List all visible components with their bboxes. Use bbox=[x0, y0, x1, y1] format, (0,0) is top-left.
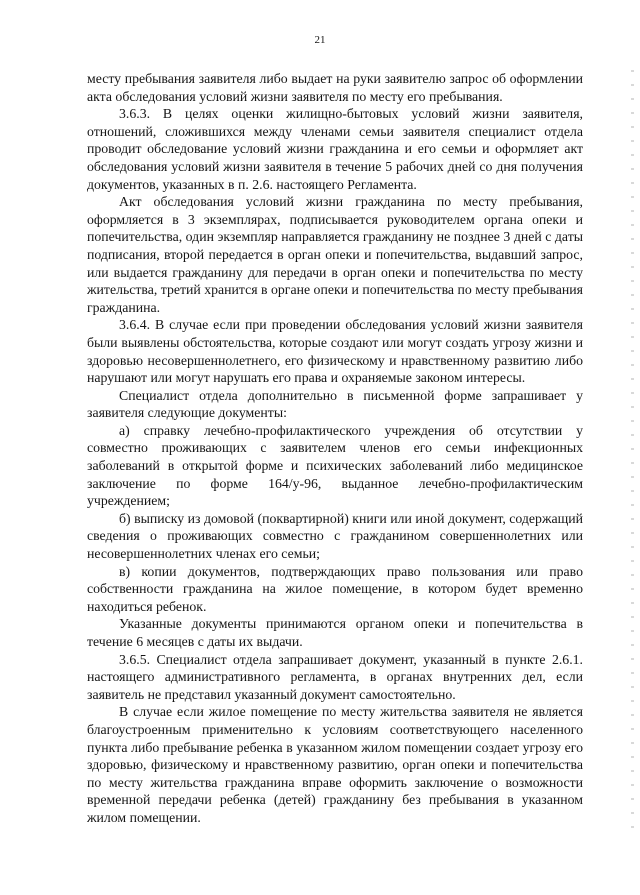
scan-edge-marks bbox=[631, 70, 634, 830]
paragraph-act-inspection: Акт обследования условий жизни гражданина по месту пребывания, оформляется в 3 экземплярах, подписывается руководителем органа опеки и попечительства, один экземпляр направляется гражданину не позднее 3 дней с даты подписания, второй передается в орган опеки и попечительства, выдавший запрос, или выдается гражданину для передачи в орган опеки и попечительства по месту жительства, третий хранится в органе опеки и попечительства по месту пребывания гражданина. bbox=[87, 194, 583, 315]
page-number: 21 bbox=[314, 34, 326, 46]
paragraph-housing-conditions: В случае если жилое помещение по месту жительства заявителя не является благоустроенным применительно к условиям соответствующего населенного пункта либо пребывание ребенка в указанном жилом помещении создает угрозу его здоровью, физическому и нравственному развитию, орган опеки и попечительства по месту жительства гражданина вправе оформить заключение о возможности временной передачи ребенка (детей) гражданину без пребывания в указанном жилом помещении. bbox=[87, 704, 583, 825]
paragraph-request-documents: Специалист отдела дополнительно в письменной форме запрашивает у заявителя следующие документы: bbox=[87, 387, 583, 421]
paragraph-1: месту пребывания заявителя либо выдает на руки заявителю запрос об оформлении акта обследования условий жизни заявителя по месту его пребывания. bbox=[87, 71, 583, 104]
paragraph-3-6-5: 3.6.5. Специалист отдела запрашивает документ, указанный в пункте 2.6.1. настоящего административного регламента, в органах внутренних дел, если заявитель не представил указанный документ самостоятельно. bbox=[87, 651, 583, 702]
document-body bbox=[87, 70, 583, 827]
paragraph-documents-validity: Указанные документы принимаются органом опеки и попечительства в течение 6 месяцев с даты их выдачи. bbox=[87, 616, 583, 649]
list-item-a: а) справку лечебно-профилактического учреждения об отсутствии у совместно проживающих с заявителем членов его семьи инфекционных заболеваний в открытой форме и психических заболеваний либо медицинское заключение по форме 164/у-96, выданное лечебно-профилактическим учреждением; bbox=[87, 422, 583, 509]
paragraph-3-6-4: 3.6.4. В случае если при проведении обследования условий жизни заявителя были выявлены обстоятельства, которые создают или могут создать угрозу жизни и здоровью несовершеннолетнего, его физическому и нравственному развитию либо нарушают или могут нарушать его права и охраняемые законом интересы. bbox=[87, 317, 583, 386]
list-item-c: в) копии документов, подтверждающих право пользования или право собственности гражданина на жилое помещение, в котором будет временно находиться ребенок. bbox=[87, 563, 583, 614]
paragraph-3-6-3: 3.6.3. В целях оценки жилищно-бытовых условий жизни заявителя, отношений, сложившихся между членами семьи заявителя специалист отдела проводит обследование условий жизни гражданина и его семьи и оформляет акт обследования условий жизни заявителя в течение 5 рабочих дней со дня получения документов, указанных в п. 2.6. настоящего Регламента. bbox=[87, 106, 583, 192]
list-item-b: б) выписку из домовой (поквартирной) книги или иной документ, содержащий сведения о проживающих совместно с гражданином совершеннолетних или несовершеннолетних членах его семьи; bbox=[87, 510, 583, 562]
